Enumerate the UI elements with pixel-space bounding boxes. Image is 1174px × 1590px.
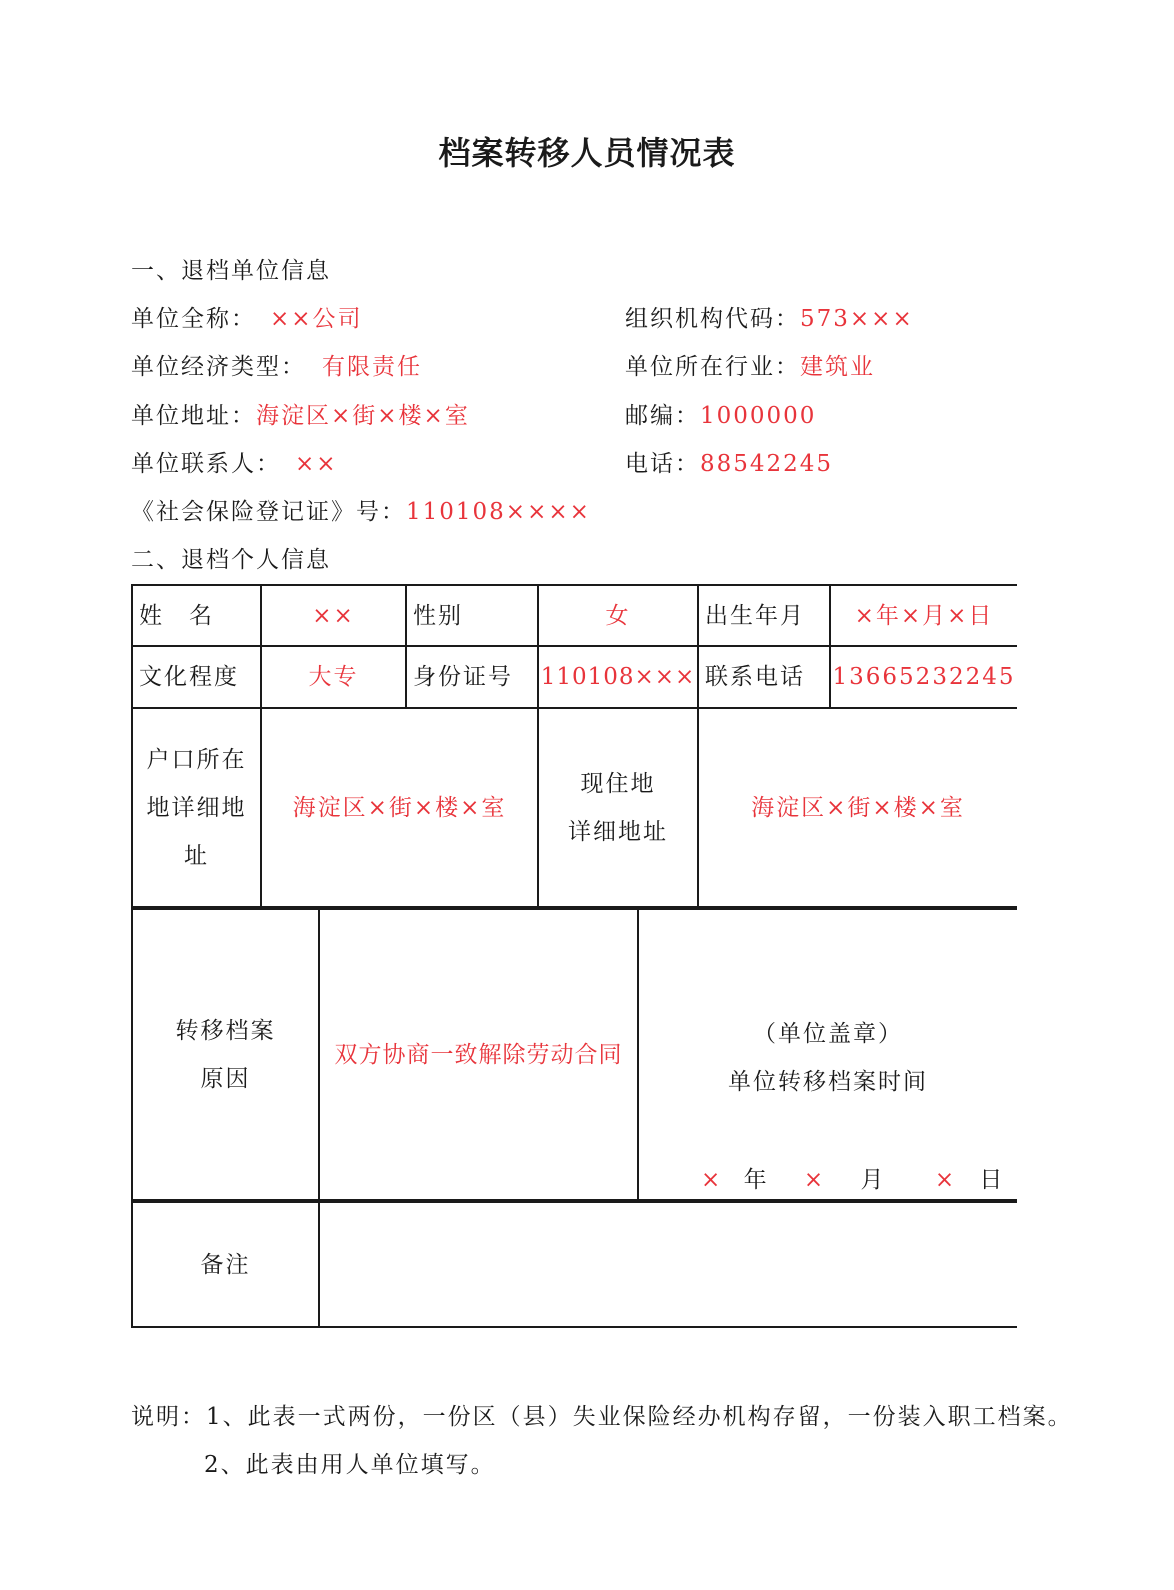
unit-name-row: [131, 304, 363, 334]
id-value: 110108×××: [538, 646, 698, 708]
reason-label-line1: 转移档案: [175, 1017, 276, 1044]
reason-label: [132, 909, 319, 1200]
notes-line1: 说明：1、此表一式两份，一份区（县）失业保险经办机构存留，一份装入职工档案。: [131, 1404, 1073, 1430]
hukou-value: 海淀区×街×楼×室: [261, 708, 538, 907]
postcode-row: [625, 401, 816, 431]
gender-value: 女: [538, 585, 698, 646]
contact-value: ××: [295, 451, 338, 477]
notes-line2: 2、此表由用人单位填写。: [204, 1452, 496, 1478]
contact-row: [131, 449, 338, 479]
remarks-value[interactable]: [319, 1202, 1017, 1327]
phone-row: [625, 449, 833, 479]
name-label: 姓 名: [132, 585, 261, 646]
unit-name-value: ××公司: [270, 306, 363, 332]
birth-label: 出生年月: [698, 585, 830, 646]
reason-label-line2: 原因: [200, 1065, 251, 1092]
date-month-value: ×: [803, 1167, 826, 1193]
ss-cert-label: 《社会保险登记证》号：: [131, 499, 406, 525]
contact-label: 单位联系人：: [131, 451, 281, 477]
education-value: 大专: [261, 646, 406, 708]
hukou-label-line2: 地详细地: [146, 794, 247, 821]
phone-value: 88542245: [700, 451, 834, 477]
unit-name-label: 单位全称：: [131, 306, 256, 332]
education-label: 文化程度: [132, 646, 261, 708]
hukou-label-line1: 户口所在: [146, 746, 247, 773]
date-day-label: 日: [979, 1167, 1005, 1193]
section1-heading: 一、退档单位信息: [131, 258, 331, 284]
date-month-label: 月: [860, 1167, 886, 1193]
transfer-date: [701, 1156, 1004, 1200]
remarks-label: 备注: [132, 1202, 319, 1327]
industry-value: 建筑业: [800, 354, 875, 380]
current-address-value: 海淀区×街×楼×室: [698, 708, 1017, 907]
org-code-row: [625, 304, 914, 334]
name-value: ××: [261, 585, 406, 646]
econ-type-row: [131, 352, 422, 382]
personal-info-table: [131, 584, 1017, 1328]
gender-label: 性别: [406, 585, 538, 646]
date-year-value: ×: [701, 1167, 723, 1193]
phone-label: 电话：: [625, 451, 700, 477]
seal-cell: [638, 909, 1017, 1200]
mobile-label: 联系电话: [698, 646, 830, 708]
current-label-line1: 现住地: [580, 770, 656, 797]
org-code-value: 573×××: [800, 306, 914, 332]
page-title: 档案转移人员情况表: [438, 134, 736, 172]
postcode-label: 邮编：: [625, 403, 700, 429]
ss-cert-row: [131, 497, 591, 527]
ss-cert-value: 110108××××: [406, 499, 591, 525]
current-label-line2: 详细地址: [568, 818, 668, 845]
date-year-label: 年: [743, 1167, 769, 1193]
seal-label: （单位盖章）: [753, 1021, 903, 1047]
industry-row: [625, 352, 875, 382]
mobile-value: 13665232245: [830, 646, 1017, 708]
org-code-label: 组织机构代码：: [625, 306, 800, 332]
birth-value: ×年×月×日: [830, 585, 1017, 646]
address-label: 单位地址：: [131, 403, 256, 429]
econ-type-value: 有限责任: [322, 354, 422, 380]
address-value: 海淀区×街×楼×室: [256, 403, 470, 429]
industry-label: 单位所在行业：: [625, 354, 800, 380]
address-row: [131, 401, 470, 431]
id-label: 身份证号: [406, 646, 538, 708]
date-day-value: ×: [934, 1167, 957, 1193]
hukou-label: [132, 708, 261, 907]
hukou-label-line3: 址: [184, 842, 209, 869]
reason-value: 双方协商一致解除劳动合同: [319, 909, 638, 1200]
postcode-value: 1000000: [700, 403, 817, 429]
transfer-time-label: 单位转移档案时间: [728, 1069, 928, 1095]
section2-heading: 二、退档个人信息: [131, 547, 331, 573]
current-address-label: [538, 708, 698, 907]
econ-type-label: 单位经济类型：: [131, 354, 306, 380]
